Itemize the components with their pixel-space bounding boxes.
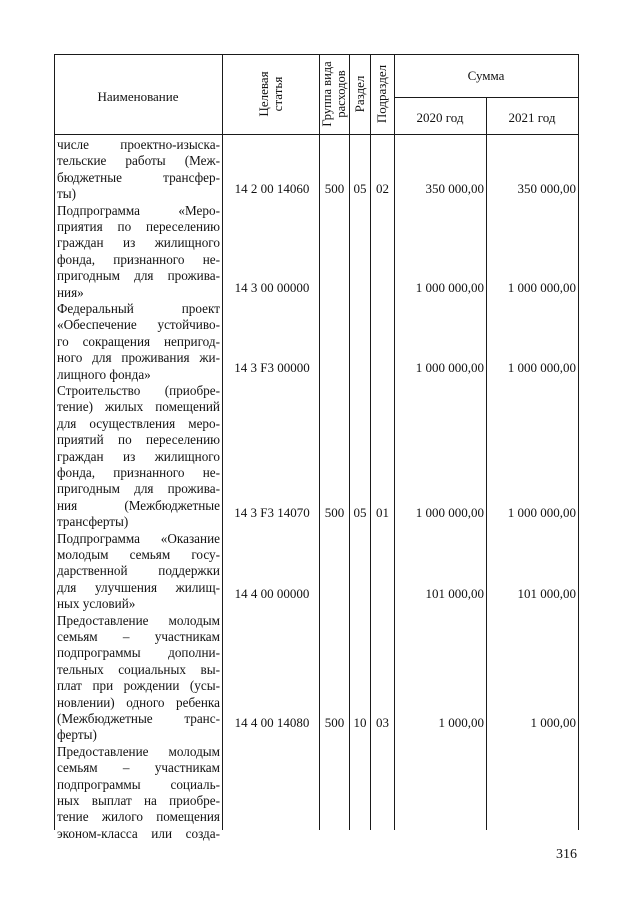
name-line: Предоставление молодым — [57, 612, 220, 628]
name-line: ферты) — [57, 727, 97, 743]
row-amount-2020: 1 000,00 — [438, 715, 484, 730]
name-line: трансферты) — [57, 514, 129, 530]
name-line: пригодным для прожива- — [57, 268, 220, 284]
col-divider-code — [319, 54, 320, 830]
name-line: Подпрограмма «Оказание — [57, 530, 220, 546]
header-target-article-l2: статья — [270, 76, 285, 112]
page-number: 316 — [556, 847, 577, 862]
name-line: плат при рождении (усы- — [57, 678, 220, 694]
name-line: фонда, признанного не- — [57, 251, 220, 267]
name-line: го сокращения непригод- — [57, 333, 220, 349]
header-target-article — [257, 71, 285, 116]
name-line: пригодным для прожива- — [57, 481, 220, 497]
header-year-2020: 2020 год — [416, 110, 464, 125]
row-amount-2020: 1 000 000,00 — [415, 360, 484, 375]
header-name: Наименование — [97, 89, 179, 104]
name-line: тельские работы (Меж- — [57, 153, 220, 169]
row-amount-2021: 350 000,00 — [517, 181, 576, 196]
header-section: Раздел — [352, 75, 367, 113]
name-line: семьям – участникам — [57, 629, 220, 644]
name-line: тение) жилых помещений — [57, 399, 220, 415]
row-code: 14 3 00 00000 — [234, 280, 310, 295]
name-line: лищного фонда» — [57, 366, 151, 382]
name-line: «Обеспечение устойчиво- — [57, 317, 220, 333]
row-amount-2021: 1 000,00 — [530, 715, 576, 730]
name-line: семьям – участникам — [57, 760, 220, 776]
row-amount-2021: 1 000 000,00 — [507, 280, 576, 295]
header-expense-group-l2: расходов — [334, 70, 348, 118]
name-line: граждан из жилищного — [57, 448, 220, 464]
col-divider-group — [349, 54, 350, 830]
name-line: молодым семьям госу- — [57, 547, 220, 562]
col-divider-subsection — [394, 54, 395, 830]
col-divider-name — [222, 54, 223, 830]
row-amount-2021: 101 000,00 — [517, 586, 576, 601]
header-year-2021: 2021 год — [508, 110, 556, 125]
row-amount-2020: 1 000 000,00 — [415, 505, 484, 520]
name-line: ния (Межбюджетные — [57, 497, 220, 513]
header-expense-group-l1: Группа вида — [320, 61, 334, 127]
name-line: тение жилого помещения — [57, 809, 220, 825]
name-line: фонда, признанного не- — [57, 465, 220, 480]
name-line: ных выплат на приобре- — [57, 793, 220, 808]
row-expense-group: 500 — [324, 181, 345, 196]
row-section: 05 — [353, 505, 367, 520]
row-amount-2021: 1 000 000,00 — [507, 505, 576, 520]
row-amount-2020: 1 000 000,00 — [415, 280, 484, 295]
name-line: ния» — [57, 284, 84, 300]
row-section: 10 — [353, 715, 367, 730]
name-line: Подпрограмма «Меро- — [57, 202, 220, 218]
header-sum: Сумма — [467, 68, 505, 83]
table-left-border — [54, 54, 55, 830]
row-amount-2021: 1 000 000,00 — [507, 360, 576, 375]
header-bottom-border — [54, 134, 578, 135]
name-line: числе проектно-изыска- — [57, 137, 220, 152]
row-code: 14 4 00 14080 — [234, 715, 310, 730]
name-line: подпрограммы дополни- — [57, 645, 220, 661]
row-expense-group: 500 — [324, 505, 345, 520]
row-amount-2020: 101 000,00 — [425, 586, 484, 601]
header-target-article-l1: Целевая — [256, 71, 271, 117]
row-section: 05 — [353, 181, 367, 196]
name-line: для улучшения жилищ- — [57, 579, 220, 595]
name-line: Федеральный проект — [57, 301, 220, 316]
name-line: приятия по переселению — [57, 219, 220, 234]
row-code: 14 4 00 00000 — [234, 586, 310, 601]
header-subsection: Подраздел — [374, 64, 389, 124]
col-divider-years — [486, 97, 487, 830]
name-line: приятий по переселению — [57, 432, 220, 448]
name-line: ных условий» — [57, 596, 136, 612]
name-line: Строительство (приобре- — [57, 383, 220, 398]
name-line: новлении) одного ребенка — [57, 694, 220, 710]
row-subsection: 01 — [376, 505, 389, 520]
table-top-border — [54, 54, 578, 55]
row-subsection: 02 — [376, 181, 389, 196]
row-amount-2020: 350 000,00 — [425, 181, 484, 196]
row-code: 14 3 F3 14070 — [234, 505, 310, 520]
row-subsection: 03 — [376, 715, 389, 730]
name-line: граждан из жилищного — [57, 235, 220, 251]
row-code: 14 3 F3 00000 — [234, 360, 310, 375]
name-line: для осуществления меро- — [57, 415, 220, 431]
name-line: Предоставление молодым — [57, 743, 220, 759]
header-expense-group — [320, 61, 348, 126]
name-line: дарственной поддержки — [57, 563, 220, 579]
name-line: тельных социальных вы- — [57, 661, 220, 677]
row-code: 14 2 00 14060 — [234, 181, 310, 196]
name-line: подпрограммы социаль- — [57, 776, 220, 792]
name-line: (Межбюджетные транс- — [57, 711, 220, 726]
table-right-border — [578, 54, 579, 830]
name-line: бюджетные трансфер- — [57, 169, 220, 185]
name-line: эконом-класса или созда- — [57, 825, 220, 841]
col-divider-section — [370, 54, 371, 830]
name-line: ного для проживания жи- — [57, 350, 220, 366]
row-expense-group: 500 — [324, 715, 345, 730]
name-line: ты) — [57, 186, 77, 202]
